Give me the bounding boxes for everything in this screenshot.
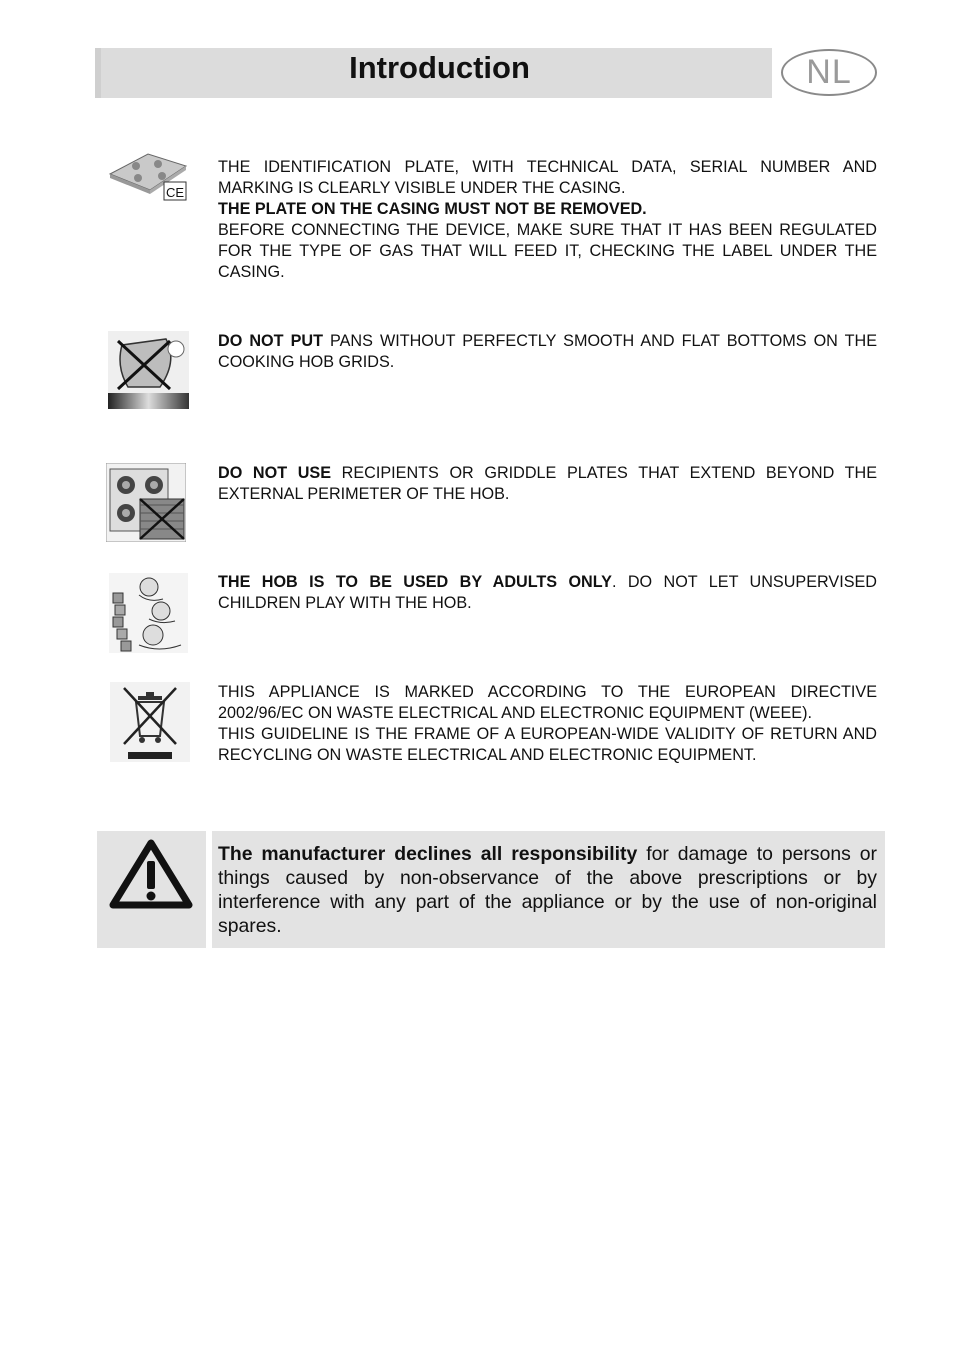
- crossed-pan-icon: [108, 331, 189, 409]
- warning-triangle-icon: [97, 831, 206, 948]
- section-griddle: DO NOT USE RECIPIENTS OR GRIDDLE PLATES THAT EXTEND BEYOND THE EXTERNAL PERIMETER OF THE HOB.: [218, 464, 877, 503]
- section-weee: THIS APPLIANCE IS MARKED ACCORDING TO THE EUROPEAN DIRECTIVE 2002/96/EC ON WASTE ELECTRICAL AND ELECTRONIC EQUIPMENT (WEEE). THIS GUIDELINE IS THE FRAME OF A EUROPEAN-WIDE VALIDITY OF RETURN AND RECYCLING ON WASTE ELECTRICAL AND ELECTRONIC EQUIPMENT.: [218, 683, 877, 764]
- children-playing-icon: [109, 573, 188, 653]
- section-children: THE HOB IS TO BE USED BY ADULTS ONLY. DO NOT LET UNSUPERVISED CHILDREN PLAY WITH THE HOB.: [218, 573, 877, 612]
- warning-text: The manufacturer declines all responsibility for damage to persons or things caused by non-observance of the above prescriptions or by interference with any part of the appliance or by the use of non-original spares.: [218, 843, 877, 937]
- section-identification-plate: THE IDENTIFICATION PLATE, WITH TECHNICAL DATA, SERIAL NUMBER AND MARKING IS CLEARLY VISIBLE UNDER THE CASING. THE PLATE ON THE CASING MUST NOT BE REMOVED. BEFORE CONNECTING THE DEVICE, MAKE SURE THAT IT HAS BEEN REGULATED FOR THE TYPE OF GAS THAT WILL FEED IT, CHECKING THE LABEL UNDER THE CASING.: [218, 158, 877, 281]
- svg-text:CE: CE: [166, 185, 185, 200]
- language-badge: NL: [781, 49, 877, 96]
- weee-crossed-bin-icon: [110, 682, 190, 762]
- warning-icon-panel: [97, 831, 206, 948]
- header-bar: [95, 48, 772, 98]
- hob-griddle-crossed-icon: [106, 463, 186, 542]
- page-title: Introduction: [349, 50, 530, 85]
- section-pans: DO NOT PUT PANS WITHOUT PERFECTLY SMOOTH AND FLAT BOTTOMS ON THE COOKING HOB GRIDS.: [218, 332, 877, 371]
- identification-plate-icon: [108, 152, 188, 204]
